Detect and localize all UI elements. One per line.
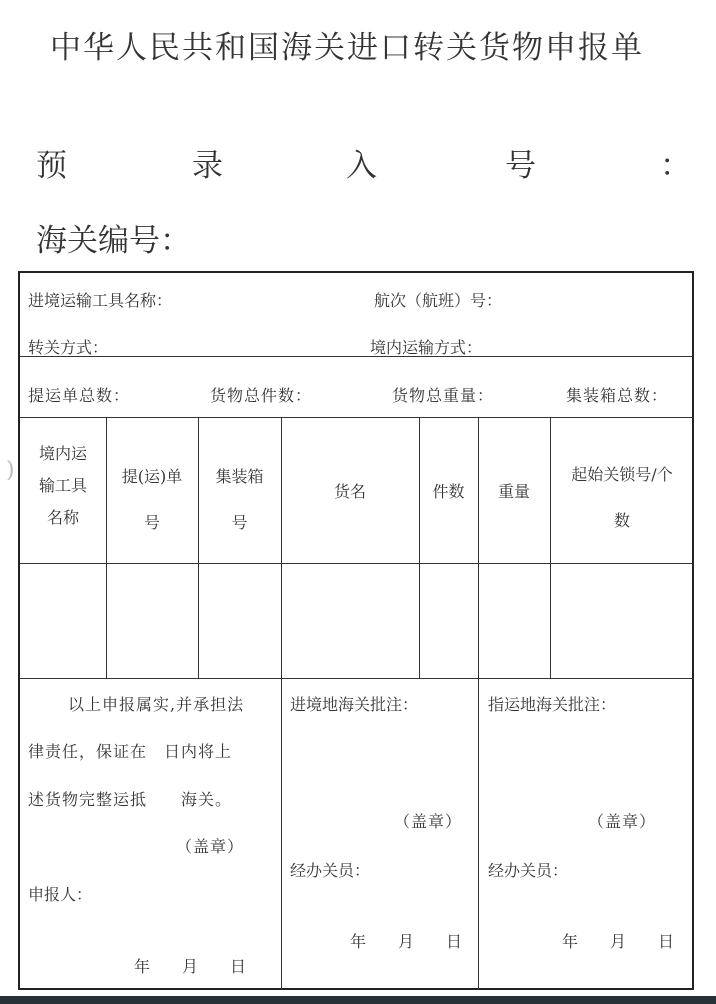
- entry-customs-approval-label: 进境地海关批注：: [290, 695, 419, 714]
- header-bill-number: 提(运)单 号: [121, 467, 183, 532]
- declarant-date: 年 月 日: [134, 957, 247, 976]
- declaration-statement-line: 述货物完整运抵 海关。: [28, 790, 233, 809]
- row-divider: [20, 678, 694, 679]
- voyage-number-label: 航次（航班）号：: [374, 291, 503, 310]
- declaration-statement-line: 律责任，保证在 日内将上: [28, 742, 233, 761]
- weight-total-label: 货物总重量：: [392, 386, 495, 405]
- header-domestic-vehicle: 境内运 输工具 名称: [38, 444, 87, 527]
- col-divider: [478, 418, 479, 990]
- declaration-statement-line: 以上申报属实,并承担法: [68, 695, 245, 714]
- destination-customs-officer-label: 经办关员：: [488, 861, 569, 880]
- row-divider: [20, 417, 694, 418]
- destination-customs-date: 年 月 日: [562, 932, 675, 951]
- entry-customs-date: 年 月 日: [350, 932, 463, 951]
- cell-domestic-vehicle[interactable]: [20, 564, 106, 677]
- entry-customs-officer-label: 经办关员：: [290, 861, 371, 880]
- domestic-transport-mode-label: 境内运输方式：: [370, 338, 483, 357]
- col-divider: [281, 418, 282, 990]
- cell-lock-number[interactable]: [551, 564, 694, 677]
- bill-total-label: 提运单总数：: [28, 386, 131, 405]
- customs-number-label: 海关编号：: [36, 223, 191, 259]
- transfer-mode-label: 转关方式：: [28, 338, 109, 357]
- pre-entry-char: ：: [660, 148, 691, 184]
- pre-entry-char: 入: [346, 148, 377, 184]
- bottom-edge-bar: [0, 996, 716, 1004]
- destination-customs-seal-label: （盖章）: [588, 812, 657, 831]
- package-total-label: 货物总件数：: [210, 386, 313, 405]
- container-total-label: 集装箱总数：: [566, 386, 669, 405]
- cell-container-number[interactable]: [199, 564, 281, 677]
- header-goods-name: 货名: [333, 482, 366, 501]
- scan-artifact: ): [6, 458, 15, 483]
- header-container-number: 集装箱 号: [215, 467, 264, 532]
- cell-quantity[interactable]: [420, 564, 478, 677]
- pre-entry-char: 录: [192, 148, 223, 184]
- cell-bill-number[interactable]: [107, 564, 198, 677]
- pre-entry-char: 预: [36, 148, 67, 184]
- pre-entry-char: 号: [505, 148, 536, 184]
- declaration-form-table: [18, 271, 694, 990]
- document-title: 中华人民共和国海关进口转关货物申报单: [50, 30, 644, 66]
- declarant-label: 申报人：: [28, 885, 93, 904]
- vehicle-name-label: 进境运输工具名称：: [28, 291, 173, 310]
- declarant-seal-label: （盖章）: [176, 837, 245, 856]
- entry-customs-seal-label: （盖章）: [394, 812, 463, 831]
- header-lock-number: 起始关锁号/个 数: [571, 465, 673, 530]
- row-divider: [20, 356, 694, 357]
- header-quantity: 件数: [432, 482, 465, 501]
- cell-goods-name[interactable]: [282, 564, 419, 677]
- cell-weight[interactable]: [479, 564, 550, 677]
- header-weight: 重量: [497, 482, 530, 501]
- destination-customs-approval-label: 指运地海关批注：: [488, 695, 617, 714]
